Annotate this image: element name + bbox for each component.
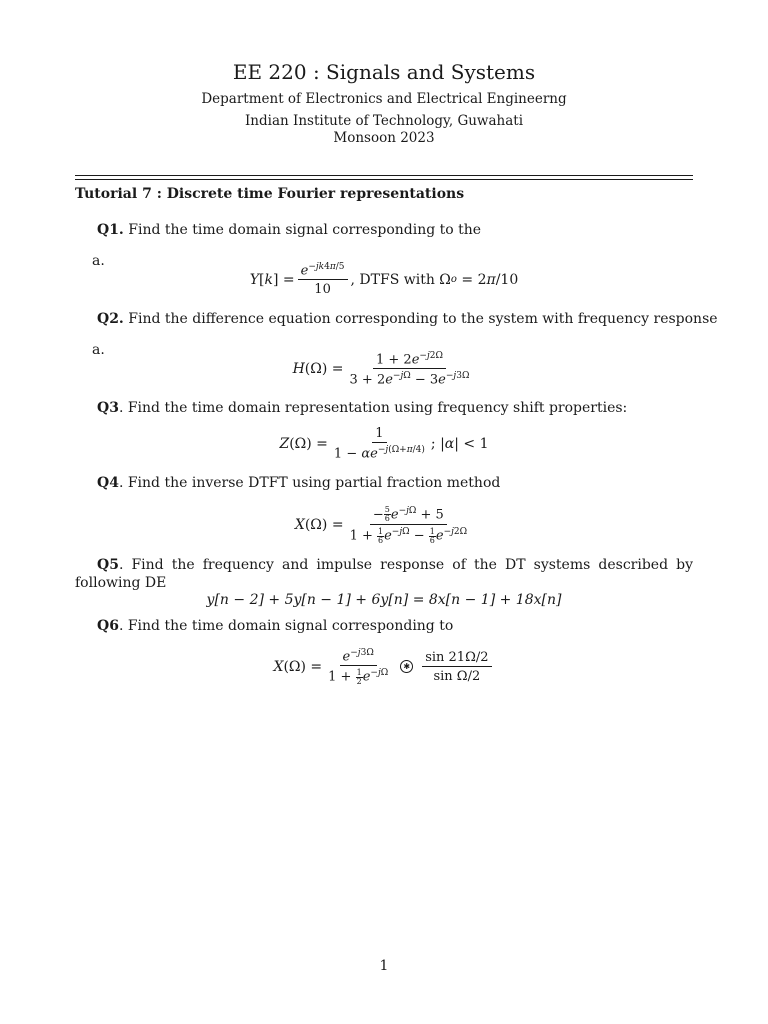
q1-eq-suffix: , DTFS with bbox=[350, 271, 435, 288]
tutorial-title: Tutorial 7 : Discrete time Fourier representations bbox=[75, 186, 465, 202]
header-rule-top bbox=[75, 175, 693, 176]
header-rule-bottom bbox=[75, 179, 693, 180]
question-1-part-a: a. bbox=[92, 253, 105, 269]
question-5-label: Q5 bbox=[97, 557, 119, 573]
department: Department of Electronics and Electrical Engineerng bbox=[201, 91, 567, 107]
question-4-text: . Find the inverse DTFT using partial fraction method bbox=[118, 475, 501, 491]
question-3-label: Q3 bbox=[97, 400, 119, 416]
question-6 bbox=[97, 618, 453, 634]
q1-equation: Y [ k ] = $\frac{e^{-jk4\pi/5}}{10}$ , DTFS with Ω o = 2 π /10 bbox=[249, 262, 519, 298]
question-2-text: Find the difference equation corresponding to the system with frequency response bbox=[128, 311, 718, 327]
question-4 bbox=[97, 475, 500, 491]
question-3-text: . Find the time domain representation using frequency shift properties: bbox=[118, 400, 628, 416]
q5-equation: y[n − 2] + 5y[n − 1] + 6y[n] = 8x[n − 1] + 18x[n] bbox=[206, 592, 562, 608]
question-6-text: . Find the time domain signal corresponding to bbox=[118, 618, 454, 634]
course-title: EE 220 : Signals and Systems bbox=[232, 60, 536, 84]
circular-convolution-icon: ✱ bbox=[400, 660, 413, 673]
question-6-label: Q6 bbox=[97, 618, 119, 634]
q2-equation: H (Ω) = $\frac{1 + 2e^{-j2\Omega}}{3 + 2e^{-j\Omega} - 3e^{-j3\Omega}}$ bbox=[292, 351, 470, 388]
question-2-part-a: a. bbox=[92, 342, 105, 358]
question-3 bbox=[97, 400, 627, 416]
question-5-text: . Find the frequency and impulse response of the DT systems described by following DE bbox=[75, 557, 693, 591]
question-4-label: Q4 bbox=[97, 475, 119, 491]
question-1-text: Find the time domain signal corresponding to the bbox=[128, 222, 482, 238]
q3-equation: Z (Ω) = $\frac{1}{1 - \alpha e^{-j(\Omega+\pi/4)}}$ ; | α | < 1 bbox=[279, 426, 489, 462]
question-5 bbox=[75, 556, 693, 592]
page-number: 1 bbox=[379, 958, 389, 974]
term: Monsoon 2023 bbox=[333, 130, 435, 146]
question-1-label: Q1. bbox=[97, 222, 124, 238]
q4-equation: X (Ω) = − $\frac{5}{6}$ $e^{-j\Omega} + 5$ 1 + $\frac{1}{6}$ $e^{-j\Omega}$ − $\frac{1}{6}$ $e^{-j2\Omega}$ bbox=[294, 505, 468, 545]
question-2 bbox=[97, 311, 718, 327]
question-1 bbox=[97, 222, 481, 238]
question-2-label: Q2. bbox=[97, 311, 124, 327]
q6-equation: X (Ω) = $e^{-j3\Omega}$ 1 + $\frac{1}{2}$ $e^{-j\Omega}$ ✱ $\frac{\sin 21\Omega/2}{\text{sin Ω/2}}$ bbox=[0, 648, 768, 686]
institute: Indian Institute of Technology, Guwahati bbox=[244, 113, 524, 129]
